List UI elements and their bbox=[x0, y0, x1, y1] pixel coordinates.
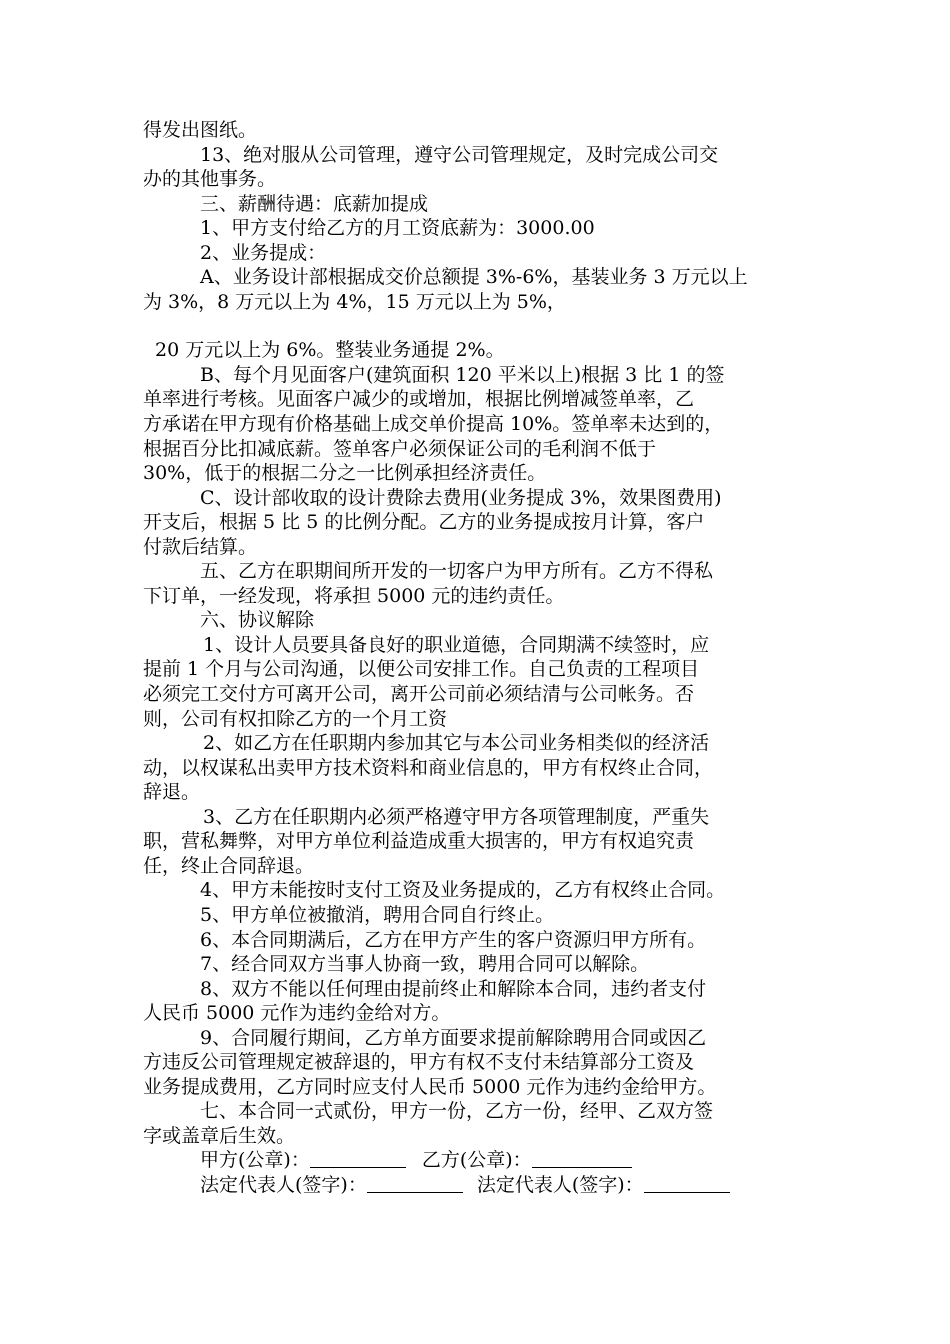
text-line: 6、本合同期满后，乙方在甲方产生的客户资源归甲方所有。 bbox=[200, 928, 707, 951]
party-a-rep-blank bbox=[367, 1174, 463, 1193]
text-line: 为 3%，8 万元以上为 4%，15 万元以上为 5%， bbox=[143, 290, 566, 313]
text-line: 下订单，一经发现，将承担 5000 元的违约责任。 bbox=[143, 584, 565, 607]
text-line: 得发出图纸。 bbox=[143, 119, 258, 141]
text-line: 职，营私舞弊，对甲方单位利益造成重大损害的，甲方有权追究责 bbox=[143, 830, 695, 853]
text-line: 20 万元以上为 6%。整装业务通提 2%。 bbox=[155, 339, 505, 362]
text-line: 3、乙方在任职期内必须严格遵守甲方各项管理制度，严重失 bbox=[203, 805, 710, 828]
text-line: 方违反公司管理规定被辞退的，甲方有权不支付未结算部分工资及 bbox=[143, 1051, 695, 1074]
text-line: A、业务设计部根据成交价总额提 3%-6%，基装业务 3 万元以上 bbox=[200, 266, 748, 289]
text-line: 根据百分比扣减底薪。签单客户必须保证公司的毛利润不低于 bbox=[143, 437, 657, 460]
text-line: 4、甲方未能按时支付工资及业务提成的，乙方有权终止合同。 bbox=[200, 879, 726, 902]
text-line: 则，公司有权扣除乙方的一个月工资 bbox=[143, 707, 448, 730]
text-line: 8、双方不能以任何理由提前终止和解除本合同，违约者支付 bbox=[200, 977, 707, 1000]
party-a-rep-label: 法定代表人(签字)： bbox=[200, 1173, 367, 1196]
text-line: 付款后结算。 bbox=[143, 535, 258, 558]
text-line: 2、如乙方在任职期内参加其它与本公司业务相类似的经济活 bbox=[203, 732, 710, 755]
text-line: 字或盖章后生效。 bbox=[143, 1124, 296, 1147]
representative-signature-row bbox=[143, 1173, 813, 1198]
party-b-seal-blank bbox=[532, 1149, 632, 1168]
text-line: 9、合同履行期间，乙方单方面要求提前解除聘用合同或因乙 bbox=[200, 1026, 707, 1049]
text-line: 单率进行考核。见面客户减少的或增加，根据比例增减签单率，乙 bbox=[143, 388, 695, 411]
text-line: 30%，低于的根据二分之一比例承担经济责任。 bbox=[143, 462, 547, 485]
text-line: 办的其他事务。 bbox=[143, 168, 277, 191]
text-line: 13、绝对服从公司管理，遵守公司管理规定，及时完成公司交 bbox=[200, 143, 719, 166]
section-heading: 六、协议解除 bbox=[200, 609, 315, 632]
party-a-seal-label: 甲方(公章)： bbox=[200, 1149, 310, 1172]
text-line: B、每个月见面客户(建筑面积 120 平米以上)根据 3 比 1 的签 bbox=[200, 363, 725, 386]
party-b-rep-blank bbox=[644, 1174, 730, 1193]
text-line: 方承诺在甲方现有价格基础上成交单价提高 10%。签单率未达到的， bbox=[143, 413, 724, 436]
text-line: 必须完工交付方可离开公司，离开公司前必须结清与公司帐务。否 bbox=[143, 683, 695, 706]
text-line: 1、设计人员要具备良好的职业道德，合同期满不续签时，应 bbox=[203, 633, 710, 656]
text-line: 1、甲方支付给乙方的月工资底薪为：3000.00 bbox=[200, 217, 595, 240]
text-line: 提前 1 个月与公司沟通，以便公司安排工作。自己负责的工程项目 bbox=[143, 658, 700, 681]
document-page bbox=[143, 118, 813, 1198]
party-b-rep-label: 法定代表人(签字)： bbox=[476, 1173, 644, 1196]
section-heading: 七、本合同一式贰份，甲方一份，乙方一份，经甲、乙双方签 bbox=[200, 1100, 714, 1123]
party-a-seal-blank bbox=[310, 1149, 406, 1168]
party-b-seal-label: 乙方(公章)： bbox=[421, 1149, 532, 1172]
seal-signature-row bbox=[143, 1148, 813, 1173]
text-line: C、设计部收取的设计费除去费用(业务提成 3%，效果图费用) bbox=[200, 486, 722, 509]
text-line: 动，以权谋私出卖甲方技术资料和商业信息的，甲方有权终止合同， bbox=[143, 756, 714, 779]
text-line: 开支后，根据 5 比 5 的比例分配。乙方的业务提成按月计算，客户 bbox=[143, 511, 705, 534]
text-line: 任，终止合同辞退。 bbox=[143, 854, 315, 877]
text-line: 业务提成费用，乙方同时应支付人民币 5000 元作为违约金给甲方。 bbox=[143, 1075, 717, 1098]
text-line: 5、甲方单位被撤消，聘用合同自行终止。 bbox=[200, 903, 555, 926]
section-heading: 五、乙方在职期间所开发的一切客户为甲方所有。乙方不得私 bbox=[200, 560, 714, 583]
text-line: 辞退。 bbox=[143, 781, 201, 804]
text-line: 7、经合同双方当事人协商一致，聘用合同可以解除。 bbox=[200, 953, 650, 976]
text-line: 人民币 5000 元作为违约金给对方。 bbox=[143, 1002, 451, 1025]
section-heading: 三、薪酬待遇：底薪加提成 bbox=[200, 192, 429, 215]
paragraph-gap bbox=[143, 314, 813, 338]
text-line: 2、业务提成： bbox=[200, 241, 327, 264]
